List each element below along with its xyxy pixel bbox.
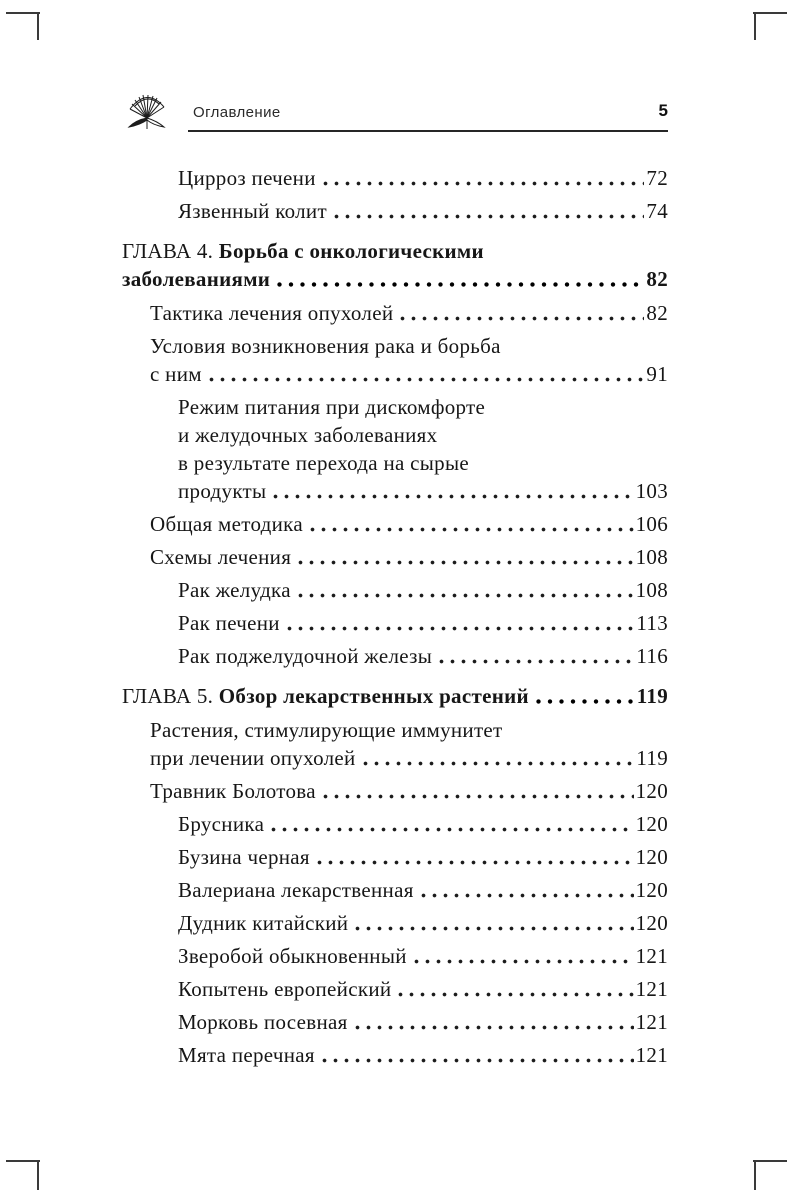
toc-page-number: 120 (635, 812, 668, 836)
crop-mark-bottom-left-horizontal (6, 1160, 40, 1162)
toc-line (178, 197, 668, 225)
toc-entry (122, 197, 668, 225)
toc-dotted-leader (334, 214, 644, 219)
toc-page-number: 103 (635, 479, 668, 503)
toc-entry-text: Зверобой обыкновенный (178, 944, 407, 968)
toc-line (178, 164, 668, 192)
toc-page-number: 108 (635, 545, 668, 569)
toc-entry-text: Мята перечная (178, 1043, 315, 1067)
toc-entry-text: Язвенный колит (178, 199, 327, 223)
toc-entry (122, 609, 668, 637)
toc-entry-text: Борьба с онкологическими (218, 239, 484, 263)
toc-entry-text: Бузина черная (178, 845, 310, 869)
toc-entry-text: Копытень европейский (178, 977, 392, 1001)
toc-entry-text: Растения, стимулирующие иммунитет (150, 718, 503, 742)
toc-line (150, 299, 668, 327)
toc-entry-text: продукты (178, 479, 267, 503)
toc-dotted-leader (298, 560, 633, 565)
toc-page-number: 108 (635, 578, 668, 602)
crop-mark-top-left-vertical (37, 12, 39, 40)
toc-line (150, 744, 668, 772)
toc-entry-text: Обзор лекарственных растений (218, 684, 529, 708)
toc-line (178, 1008, 668, 1036)
toc-entry-text: ГЛАВА 4. (122, 239, 219, 263)
toc-line (178, 449, 668, 477)
toc-dotted-leader (536, 699, 635, 704)
toc-entry-text: и желудочных заболеваниях (178, 423, 438, 447)
toc-dotted-leader (414, 959, 634, 964)
toc-line (178, 576, 668, 604)
toc-page-number: 121 (635, 1043, 668, 1067)
toc-chapter-entry (122, 682, 668, 710)
toc-entry-text: Условия возникновения рака и борьба (150, 334, 501, 358)
toc-entry-text: ГЛАВА 5. (122, 684, 219, 708)
toc-entry (122, 299, 668, 327)
table-of-contents (122, 164, 668, 1074)
crop-mark-bottom-left-vertical (37, 1160, 39, 1190)
toc-entry (122, 942, 668, 970)
toc-dotted-leader (298, 593, 634, 598)
toc-entry-text: Рак поджелудочной железы (178, 644, 433, 668)
toc-line (150, 332, 668, 360)
toc-entry (122, 909, 668, 937)
toc-entry-text: Режим питания при дискомфорте (178, 395, 486, 419)
toc-line (178, 810, 668, 838)
toc-dotted-leader (439, 659, 634, 664)
toc-entry (122, 716, 668, 772)
crop-mark-top-right-vertical (754, 12, 756, 40)
toc-page-number: 119 (636, 684, 668, 708)
toc-line (178, 642, 668, 670)
toc-dotted-leader (355, 1025, 634, 1030)
toc-entry (122, 543, 668, 571)
toc-line (150, 360, 668, 388)
toc-page-number: 113 (636, 611, 668, 635)
toc-page-number: 121 (635, 944, 668, 968)
toc-page-number: 116 (636, 644, 668, 668)
toc-page-number: 106 (635, 512, 668, 536)
toc-line (122, 682, 668, 710)
toc-dotted-leader (287, 626, 635, 631)
toc-entry (122, 810, 668, 838)
toc-line (178, 942, 668, 970)
toc-dotted-leader (400, 316, 644, 321)
crop-mark-bottom-right-horizontal (753, 1160, 787, 1162)
toc-line (178, 876, 668, 904)
toc-dotted-leader (363, 761, 635, 766)
toc-entry-text: Рак желудка (178, 578, 291, 602)
toc-line (150, 543, 668, 571)
toc-page-number: 82 (646, 301, 668, 325)
page-header (0, 94, 793, 140)
toc-entry-text: заболеваниями (122, 267, 271, 291)
header-title: Оглавление (193, 104, 281, 121)
toc-dotted-leader (310, 527, 634, 532)
toc-entry-text: Дудник китайский (178, 911, 349, 935)
header-page-number: 5 (658, 101, 668, 120)
toc-entry (122, 777, 668, 805)
toc-entry (122, 876, 668, 904)
toc-dotted-leader (209, 377, 645, 382)
toc-dotted-leader (355, 926, 633, 931)
toc-entry (122, 1041, 668, 1069)
toc-line (178, 609, 668, 637)
toc-dotted-leader (323, 181, 645, 186)
toc-line (122, 265, 668, 293)
toc-dotted-leader (271, 827, 633, 832)
toc-dotted-leader (323, 794, 634, 799)
toc-page-number: 119 (636, 746, 668, 770)
toc-line (178, 1041, 668, 1069)
toc-entry (122, 164, 668, 192)
toc-entry (122, 332, 668, 388)
toc-page-number: 120 (635, 779, 668, 803)
crop-mark-bottom-right-vertical (754, 1160, 756, 1190)
crop-mark-top-right-horizontal (753, 12, 787, 14)
toc-dotted-leader (273, 494, 633, 499)
toc-line (150, 510, 668, 538)
toc-dotted-leader (277, 282, 644, 287)
toc-entry-text: при лечении опухолей (150, 746, 356, 770)
flower-ornament-icon (126, 94, 168, 130)
toc-line (122, 237, 668, 265)
toc-page-number: 82 (646, 267, 668, 291)
toc-entry-text: Рак печени (178, 611, 280, 635)
toc-entry (122, 1008, 668, 1036)
toc-entry-text: Брусника (178, 812, 265, 836)
toc-page-number: 121 (635, 977, 668, 1001)
toc-entry-text: Общая методика (150, 512, 303, 536)
toc-entry (122, 510, 668, 538)
toc-line (178, 477, 668, 505)
toc-page-number: 74 (646, 199, 668, 223)
toc-entry-text: в результате перехода на сырые (178, 451, 470, 475)
toc-dotted-leader (317, 860, 634, 865)
toc-entry (122, 642, 668, 670)
toc-line (150, 716, 668, 744)
toc-entry (122, 393, 668, 505)
toc-dotted-leader (322, 1058, 634, 1063)
toc-page-number: 120 (635, 911, 668, 935)
toc-page-number: 91 (646, 362, 668, 386)
toc-entry-text: Схемы лечения (150, 545, 292, 569)
toc-line (178, 909, 668, 937)
toc-dotted-leader (398, 992, 633, 997)
toc-page-number: 121 (635, 1010, 668, 1034)
toc-page-number: 120 (635, 878, 668, 902)
toc-line (178, 975, 668, 1003)
toc-entry-text: с ним (150, 362, 202, 386)
toc-page-number: 120 (635, 845, 668, 869)
toc-entry (122, 576, 668, 604)
crop-mark-top-left-horizontal (6, 12, 40, 14)
toc-entry-text: Морковь посевная (178, 1010, 348, 1034)
toc-entry (122, 975, 668, 1003)
toc-entry-text: Цирроз печени (178, 166, 316, 190)
toc-entry (122, 843, 668, 871)
toc-line (178, 843, 668, 871)
toc-line (178, 421, 668, 449)
toc-page-number: 72 (646, 166, 668, 190)
toc-entry-text: Тактика лечения опухолей (150, 301, 394, 325)
toc-dotted-leader (421, 893, 634, 898)
toc-chapter-entry (122, 237, 668, 293)
header-rule (188, 130, 668, 132)
toc-line (178, 393, 668, 421)
toc-entry-text: Травник Болотова (150, 779, 316, 803)
toc-line (150, 777, 668, 805)
toc-entry-text: Валериана лекарственная (178, 878, 414, 902)
